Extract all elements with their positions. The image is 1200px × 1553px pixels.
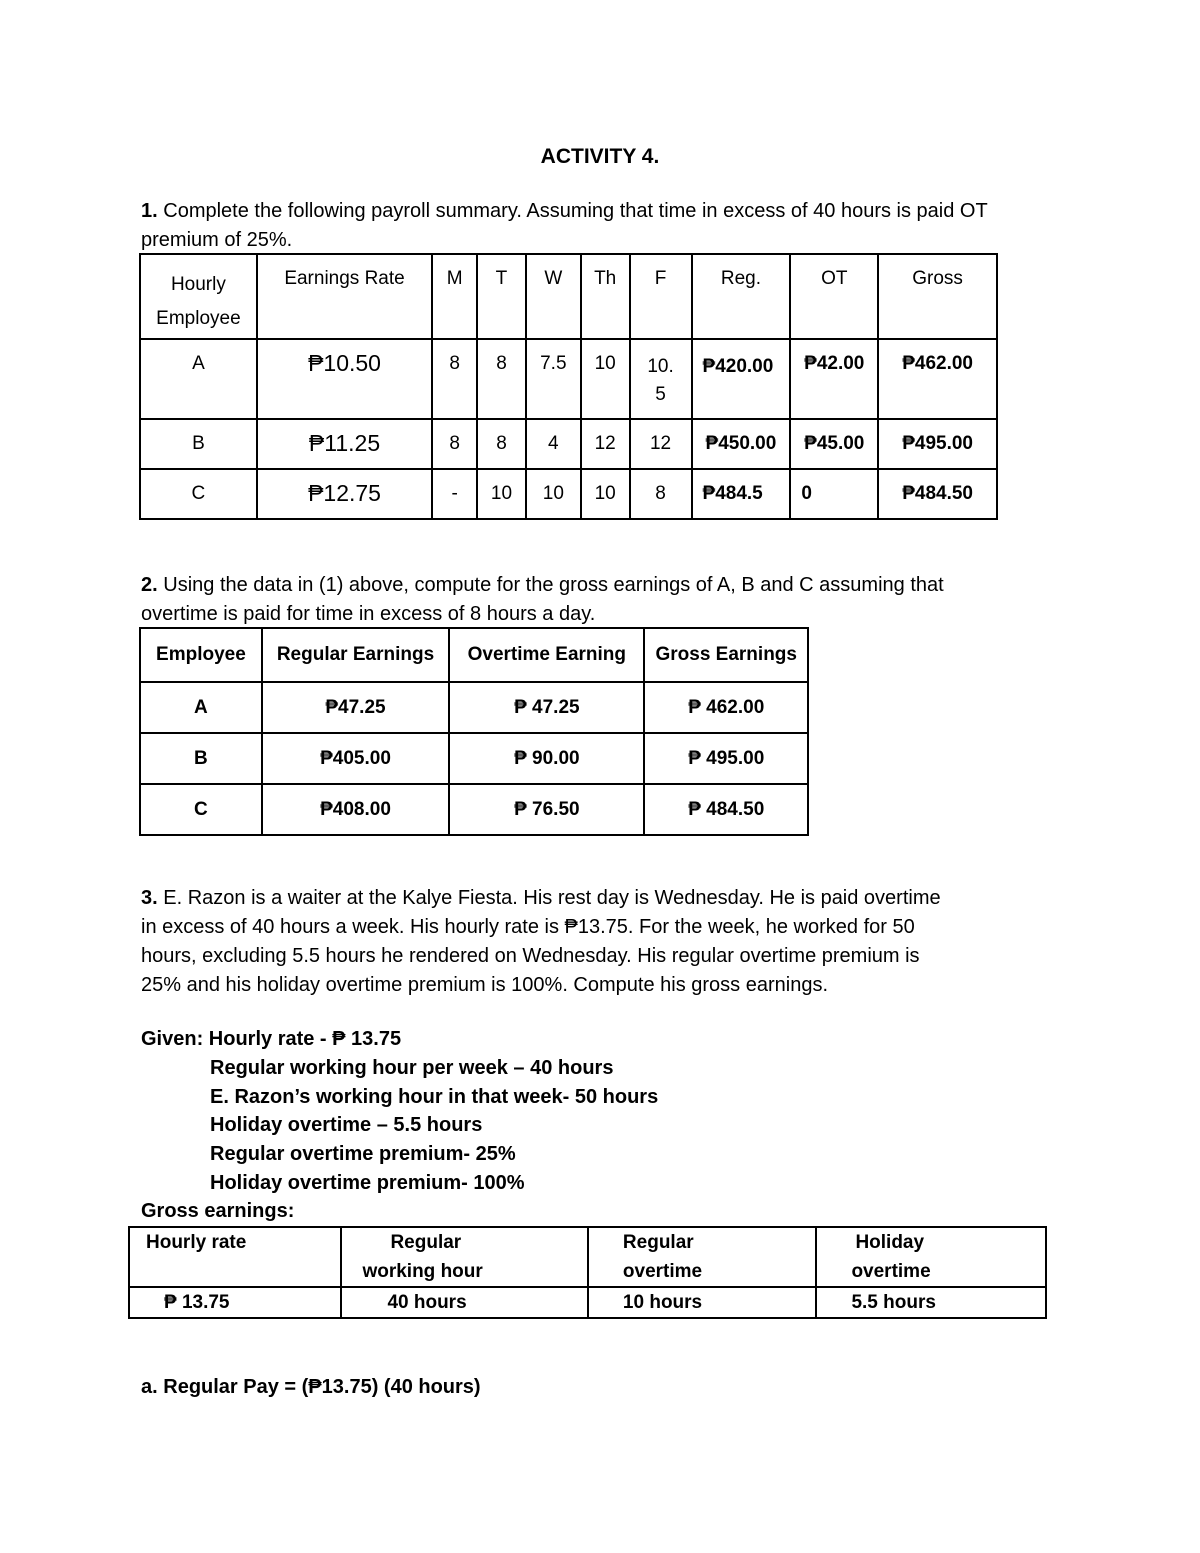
- question-1: [141, 197, 1001, 255]
- ot-pay-cell: ₱42.00: [790, 339, 878, 419]
- header-cell: W: [526, 254, 581, 339]
- header-cell: F: [630, 254, 692, 339]
- question-3-text: E. Razon is a waiter at the Kalye Fiesta. His rest day is Wednesday. He is paid overtime: [163, 887, 941, 909]
- rate-cell: ₱10.50: [257, 339, 432, 419]
- hours-cell: 8: [432, 339, 477, 419]
- hours-cell: 8: [477, 419, 526, 469]
- table-row: [140, 682, 808, 733]
- question-2-text: Using the data in (1) above, compute for the gross earnings of A, B and C assuming that overtime is paid for time in excess of 8 hours a day.: [141, 574, 944, 625]
- given-item: Regular working hour per week – 40 hours: [210, 1057, 614, 1079]
- part-a-label: a.: [141, 1376, 158, 1398]
- question-2: [141, 571, 1001, 629]
- overtime-earning-cell: ₱ 90.00: [449, 733, 644, 784]
- given-item: Holiday overtime premium- 100%: [210, 1172, 525, 1194]
- header-cell: OT: [790, 254, 878, 339]
- hours-cell: 12: [630, 419, 692, 469]
- given-item: E. Razon’s working hour in that week- 50 hours: [210, 1086, 659, 1108]
- question-1-number: 1.: [141, 200, 158, 222]
- header-cell: [129, 1227, 341, 1287]
- hours-cell: 12: [581, 419, 630, 469]
- hours-cell: 10: [581, 339, 630, 419]
- ot-pay-cell: ₱45.00: [790, 419, 878, 469]
- hours-cell: 8: [432, 419, 477, 469]
- table-row: [140, 419, 997, 469]
- employee-cell: C: [140, 469, 257, 519]
- regular-hours-cell: 40 hours: [341, 1287, 587, 1318]
- header-cell: Hourly Employee: [140, 254, 257, 339]
- table-row: [140, 339, 997, 419]
- gross-earnings-label: Gross earnings:: [141, 1200, 295, 1222]
- employee-cell: C: [140, 784, 262, 835]
- question-1-text: Complete the following payroll summary. Assuming that time in excess of 40 hours is paid OT premium of 25%.: [141, 200, 988, 251]
- gross-pay-cell: ₱495.00: [878, 419, 997, 469]
- gross-earnings-table: [139, 627, 809, 836]
- table-row: [140, 733, 808, 784]
- given-label: Given: Hourly rate - ₱ 13.75: [141, 1028, 402, 1050]
- header-text: Holiday: [855, 1232, 925, 1253]
- regular-overtime-cell: 10 hours: [588, 1287, 817, 1318]
- employee-cell: B: [140, 419, 257, 469]
- table-header-row: [129, 1227, 1046, 1287]
- employee-cell: B: [140, 733, 262, 784]
- hours-cell: 4: [526, 419, 581, 469]
- gross-earnings-cell: ₱ 495.00: [644, 733, 808, 784]
- header-cell: T: [477, 254, 526, 339]
- header-cell: M: [432, 254, 477, 339]
- header-cell: Reg.: [692, 254, 791, 339]
- part-a-text: Regular Pay = (₱13.75) (40 hours): [163, 1376, 481, 1398]
- header-cell: [816, 1227, 1046, 1287]
- regular-pay-cell: ₱450.00: [692, 419, 791, 469]
- question-3-line: [141, 884, 1021, 913]
- header-cell: Th: [581, 254, 630, 339]
- employee-cell: A: [140, 339, 257, 419]
- header-text: Regular: [622, 1232, 694, 1253]
- hours-cell: -: [432, 469, 477, 519]
- header-cell: Gross Earnings: [644, 628, 808, 682]
- question-3-line: 25% and his holiday overtime premium is 100%. Compute his gross earnings.: [141, 974, 829, 996]
- razon-hours-table: [128, 1226, 1047, 1319]
- question-3-line: in excess of 40 hours a week. His hourly rate is ₱13.75. For the week, he worked for 50: [141, 916, 915, 938]
- header-cell: Earnings Rate: [257, 254, 432, 339]
- question-3-line: hours, excluding 5.5 hours he rendered on Wednesday. His regular overtime premium is: [141, 945, 920, 967]
- employee-cell: A: [140, 682, 262, 733]
- table-row: [140, 784, 808, 835]
- header-text: Regular: [390, 1232, 462, 1253]
- regular-earnings-cell: ₱408.00: [262, 784, 449, 835]
- given-item: Holiday overtime – 5.5 hours: [210, 1114, 483, 1136]
- part-a: [141, 1373, 481, 1402]
- ot-pay-cell: 0: [790, 469, 878, 519]
- gross-earnings-cell: ₱ 462.00: [644, 682, 808, 733]
- question-3: [141, 884, 1021, 1000]
- rate-cell: ₱11.25: [257, 419, 432, 469]
- regular-pay-cell: ₱484.5: [692, 469, 791, 519]
- gross-pay-cell: ₱484.50: [878, 469, 997, 519]
- table-header-row: [140, 254, 997, 339]
- header-cell: Employee: [140, 628, 262, 682]
- hourly-rate-cell: ₱ 13.75: [129, 1287, 341, 1318]
- hours-cell: 8: [477, 339, 526, 419]
- question-2-number: 2.: [141, 574, 158, 596]
- hours-cell: 10.5: [630, 339, 692, 419]
- header-cell: [588, 1227, 817, 1287]
- gross-earnings-cell: ₱ 484.50: [644, 784, 808, 835]
- regular-pay-cell: ₱420.00: [692, 339, 791, 419]
- document-title: ACTIVITY 4.: [540, 145, 660, 168]
- hours-cell: 10: [581, 469, 630, 519]
- hours-cell: 7.5: [526, 339, 581, 419]
- header-cell: [341, 1227, 587, 1287]
- header-cell: Regular Earnings: [262, 628, 449, 682]
- header-text: working hour: [362, 1261, 483, 1282]
- hours-cell: 8: [630, 469, 692, 519]
- rate-cell: ₱12.75: [257, 469, 432, 519]
- overtime-earning-cell: ₱ 47.25: [449, 682, 644, 733]
- header-text: overtime: [622, 1261, 703, 1282]
- table-header-row: [140, 628, 808, 682]
- question-3-number: 3.: [141, 887, 158, 909]
- header-cell: Overtime Earning: [449, 628, 644, 682]
- hours-cell: 10: [526, 469, 581, 519]
- table-row: [140, 469, 997, 519]
- table-row: [129, 1287, 1046, 1318]
- given-item: Regular overtime premium- 25%: [210, 1143, 516, 1165]
- payroll-summary-table: [139, 253, 998, 520]
- header-text: Hourly rate: [146, 1232, 247, 1253]
- regular-earnings-cell: ₱47.25: [262, 682, 449, 733]
- overtime-earning-cell: ₱ 76.50: [449, 784, 644, 835]
- regular-earnings-cell: ₱405.00: [262, 733, 449, 784]
- gross-pay-cell: ₱462.00: [878, 339, 997, 419]
- holiday-overtime-cell: 5.5 hours: [816, 1287, 1046, 1318]
- hours-cell: 10: [477, 469, 526, 519]
- header-text: overtime: [851, 1261, 931, 1282]
- header-cell: Gross: [878, 254, 997, 339]
